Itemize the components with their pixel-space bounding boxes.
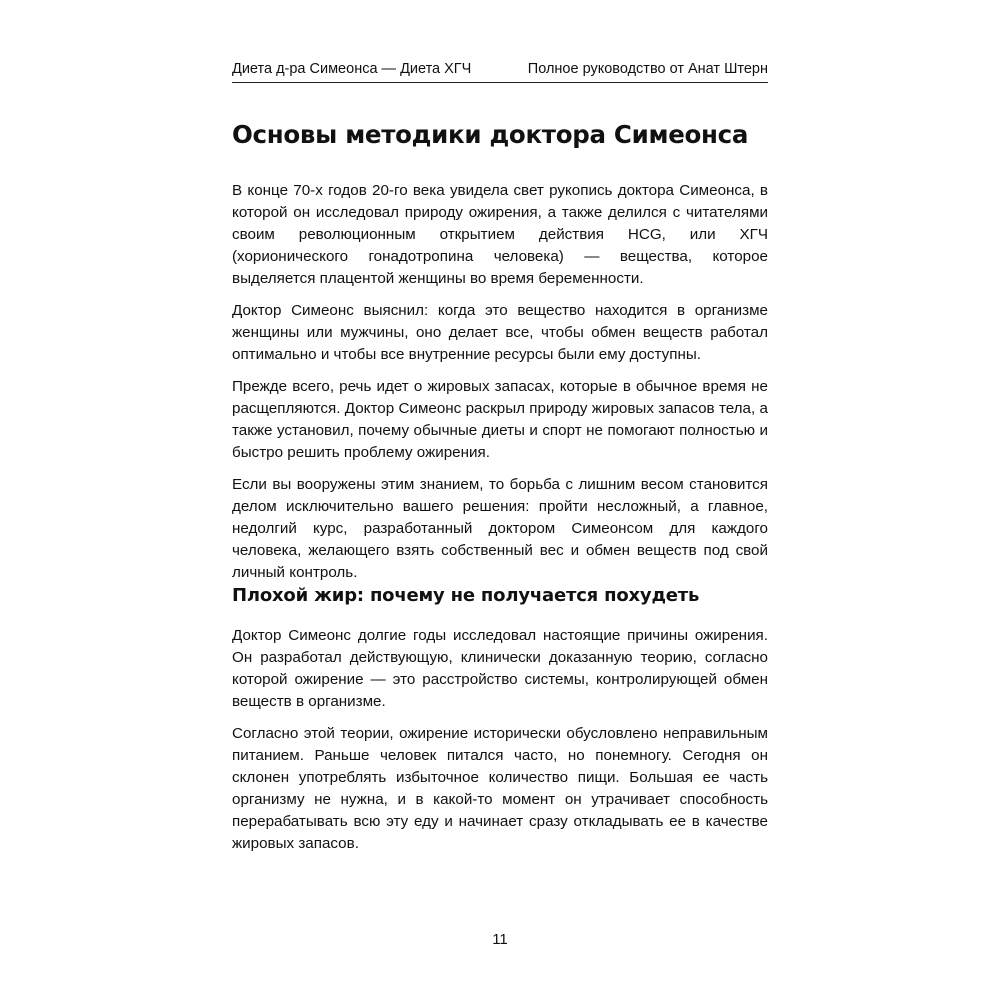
page-number: 11 (492, 931, 508, 948)
paragraph: Доктор Симеонс выяснил: когда это вещество находится в организме женщины или мужчины, оно делает все, чтобы обмен веществ работал оптимально и чтобы все внутренние ресурсы были ему доступны. (232, 302, 768, 363)
header-divider (232, 82, 768, 83)
header-book-subtitle: Полное руководство от Анат Штерн (527, 61, 768, 77)
chapter-title: Основы методики доктора Симеонса (232, 120, 749, 149)
paragraph: В конце 70-х годов 20-го века увидела свет рукопись доктора Симеонса, в которой он исследовал природу ожирения, а также делился с читателями своим революционным открытием действия HCG, или ХГЧ (хорионического гонадотропина человека) — вещества, которое выделяется плацентой женщины во время беременности. (232, 182, 768, 287)
paragraph: Прежде всего, речь идет о жировых запасах, которые в обычное время не расщепляются. Доктор Симеонс раскрыл природу жировых запасов тела, а также установил, почему обычные диеты и спорт не помогают полностью и быстро решить проблему ожирения. (232, 378, 768, 461)
section-title: Плохой жир: почему не получается похудеть (232, 585, 700, 606)
running-header (232, 58, 768, 80)
paragraph: Согласно этой теории, ожирение исторически обусловлено неправильным питанием. Раньше человек питался часто, но понемногу. Сегодня он склонен употреблять избыточное количество пищи. Большая ее часть организму не нужна, и в какой-то момент он утрачивает способность перерабатывать всю эту еду и начинает сразу откладывать ее в качестве жировых запасов. (232, 725, 768, 852)
header-book-title: Диета д-ра Симеонса — Диета ХГЧ (232, 61, 472, 77)
paragraph: Если вы вооружены этим знанием, то борьба с лишним весом становится делом исключительно вашего решения: пройти несложный, а главное, недолгий курс, разработанный доктором Симеонсом для каждого человека, желающего взять собственный вес и обмен веществ под свой личный контроль. (232, 476, 768, 581)
paragraph: Доктор Симеонс долгие годы исследовал настоящие причины ожирения. Он разработал действующую, клинически доказанную теорию, согласно которой ожирение — это расстройство системы, контролирующей обмен веществ в организме. (232, 627, 768, 710)
section-body (232, 625, 768, 855)
chapter-body (232, 180, 768, 584)
